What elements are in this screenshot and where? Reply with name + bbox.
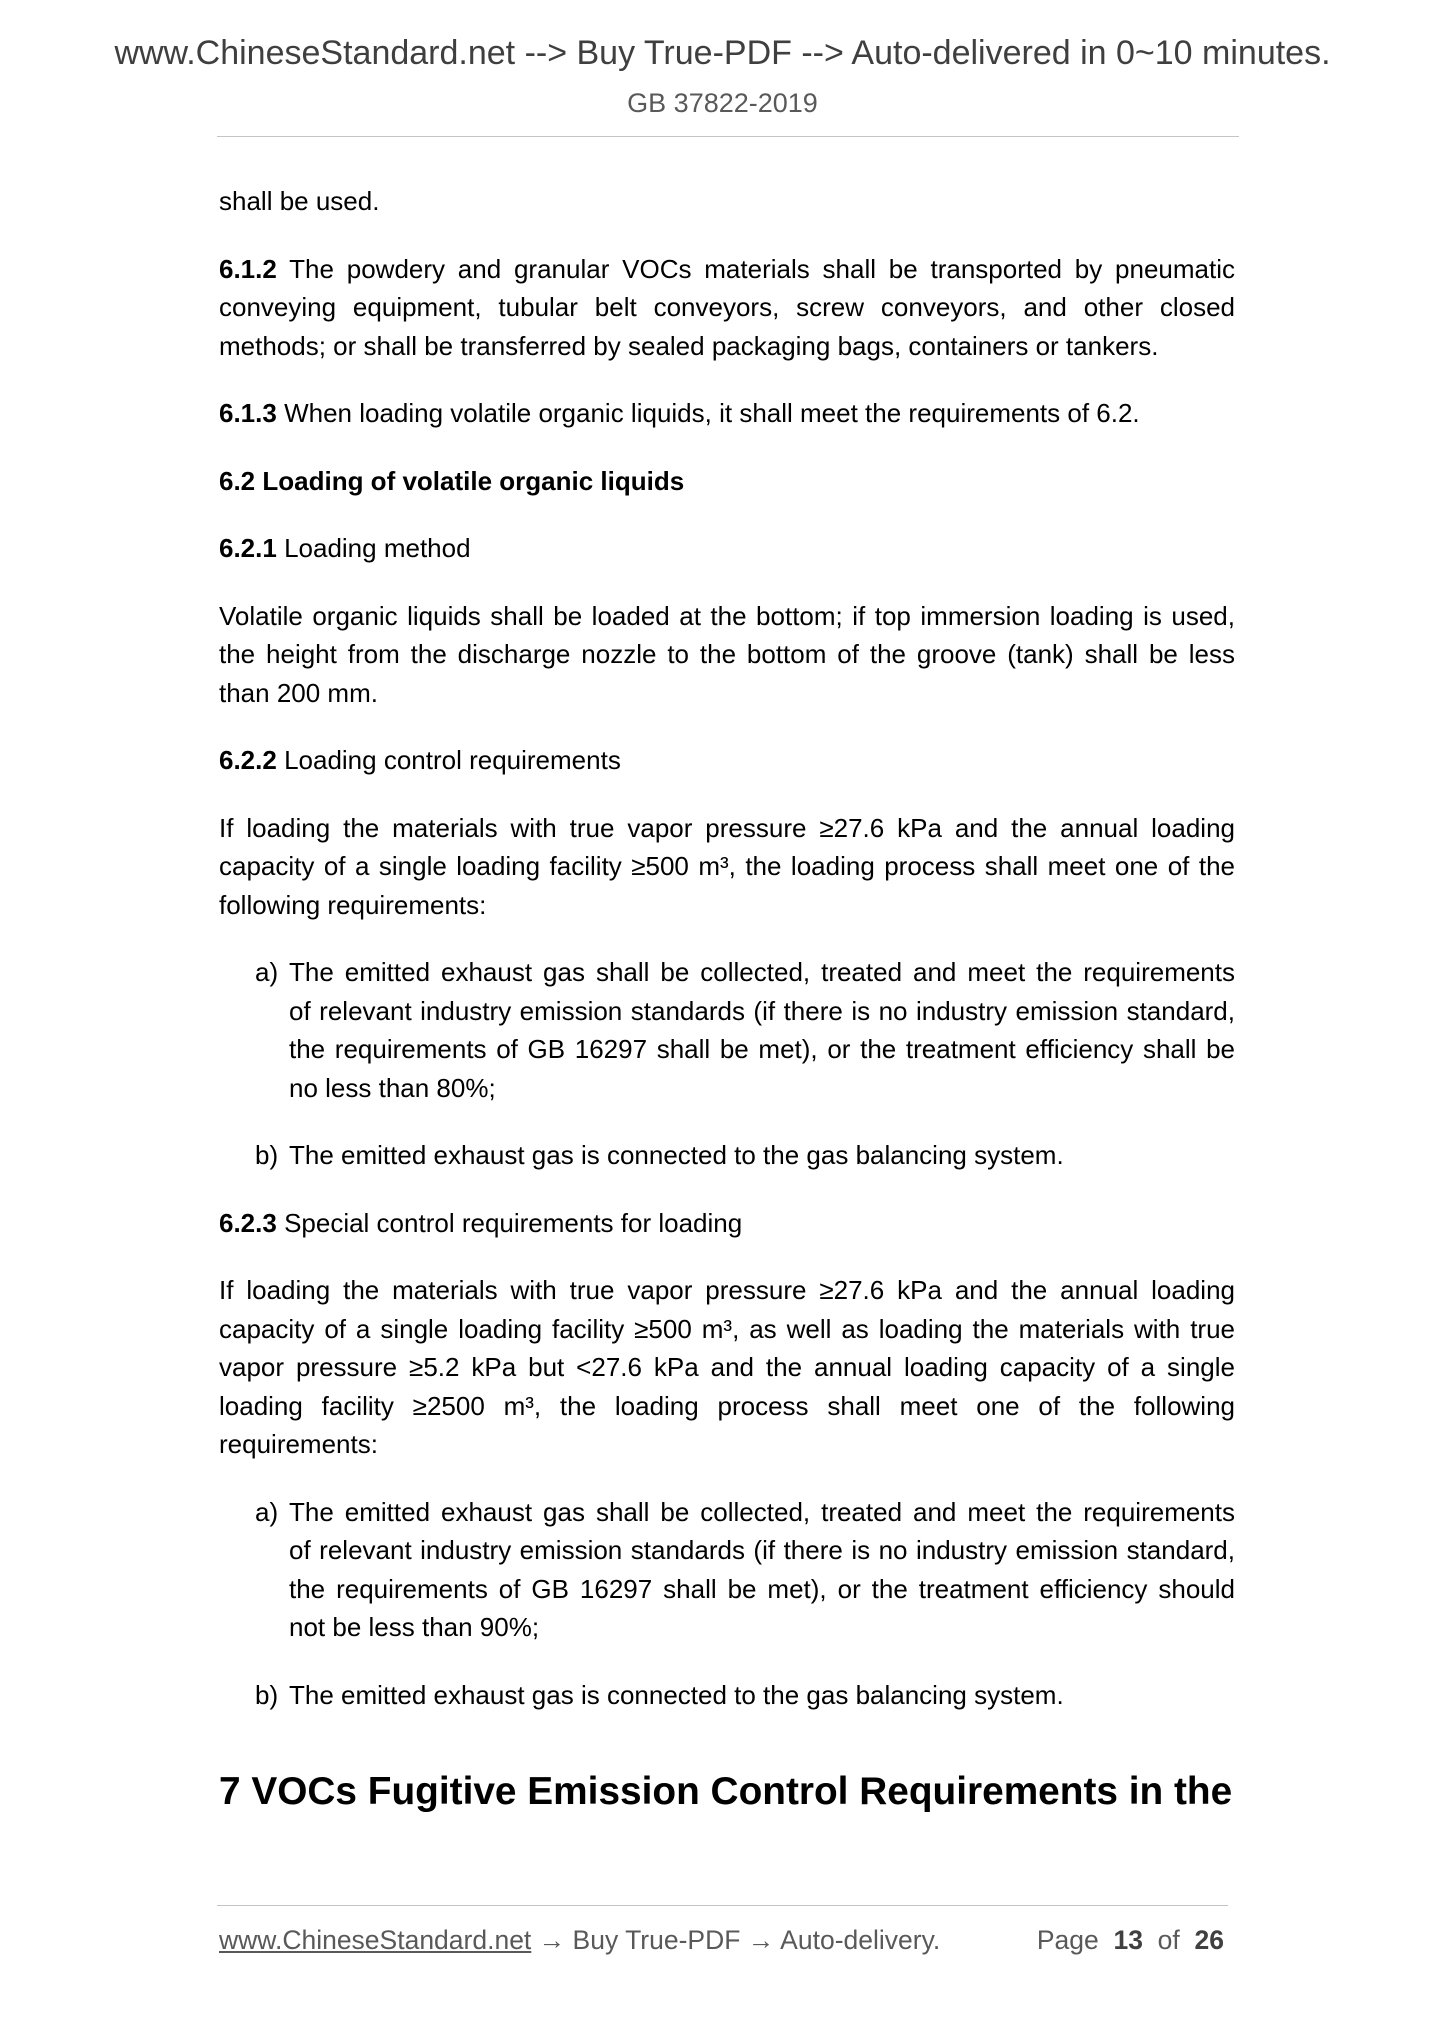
text-line: If loading the materials with true vapor pressure ≥27.6 kPa and the annual loading (219, 1275, 1235, 1305)
header-divider (217, 136, 1239, 137)
text-line: of relevant industry emission standards (if there is no industry emission standard, (289, 1535, 1235, 1565)
list-label: a) (255, 1496, 279, 1527)
text-line (219, 250, 1235, 289)
text-span: The emitted exhaust gas shall be collected, treated and meet the requirements (289, 1496, 1235, 1527)
page-footer (219, 1922, 1224, 1958)
clause-6-2-2 (219, 741, 1235, 780)
footer-tagline: → Buy True-PDF → Auto-delivery. (538, 1925, 941, 1955)
list-item-a (219, 953, 1235, 1107)
text-line (219, 741, 1235, 780)
text-line: If loading the materials with true vapor pressure ≥27.6 kPa and the annual loading (219, 812, 1235, 843)
list-label: a) (255, 957, 279, 987)
site-link[interactable]: www.ChineseStandard.net (219, 1925, 532, 1955)
header-banner: www.ChineseStandard.net --> Buy True-PDF --> Auto-delivered in 0~10 minutes. (114, 34, 1331, 72)
clause-6-2-3 (219, 1204, 1235, 1243)
page-indicator (1037, 1922, 1224, 1958)
document-body (219, 182, 1235, 1815)
text-line: not be less than 90%; (289, 1612, 540, 1642)
footer-divider (217, 1905, 1228, 1906)
text-line: than 200 mm. (219, 677, 378, 708)
clause-6-2-1 (219, 529, 1235, 568)
list-label: b) (255, 1679, 279, 1710)
clause-number: 6.2.2 (219, 745, 277, 775)
text-span: The emitted exhaust gas is connected to the gas balancing system. (289, 1679, 1064, 1710)
of-word: of (1157, 1925, 1180, 1955)
section-heading-6-2 (219, 462, 1235, 501)
page-word: Page (1036, 1925, 1099, 1955)
standard-code: GB 37822-2019 (627, 88, 818, 118)
text-line: the requirements of GB 16297 shall be met), or the treatment efficiency shall be (289, 1034, 1235, 1064)
text-line: of relevant industry emission standards (if there is no industry emission standard, (289, 995, 1235, 1026)
text-line: the requirements of GB 16297 shall be met), or the treatment efficiency should (289, 1573, 1235, 1604)
section-heading: 6.2 Loading of volatile organic liquids (219, 465, 685, 496)
footer-left (219, 1922, 940, 1958)
list-item-a (219, 1493, 1235, 1647)
text-line: conveying equipment, tubular belt conveyors, screw conveyors, and other closed (219, 292, 1235, 322)
page-total: 26 (1194, 1925, 1224, 1955)
list-item-b (219, 1676, 1235, 1715)
text-line (219, 394, 1235, 433)
text-line (255, 1136, 1235, 1175)
text-line (255, 953, 1235, 992)
text-span: The powdery and granular VOCs materials shall be transported by pneumatic (289, 253, 1236, 284)
text-span: When loading volatile organic liquids, it shall meet the requirements of 6.2. (284, 398, 1140, 428)
clause-number: 6.1.2 (219, 253, 277, 284)
clause-number: 6.2.1 (219, 533, 277, 563)
list-label: b) (255, 1140, 279, 1170)
list-item-b (219, 1136, 1235, 1175)
clause-6-1-3 (219, 394, 1235, 433)
chapter-heading: 7 VOCs Fugitive Emission Control Requirements in the (219, 1770, 1233, 1813)
text-line (219, 529, 1235, 568)
clause-6-1-2 (219, 250, 1235, 366)
text-line: the height from the discharge nozzle to the bottom of the groove (tank) shall be less (219, 639, 1235, 669)
text-span: Loading method (284, 533, 471, 563)
text-line: capacity of a single loading facility ≥500 m³, the loading process shall meet one of the (219, 851, 1235, 881)
text-line: methods; or shall be transferred by sealed packaging bags, containers or tankers. (219, 330, 1159, 361)
page-number: 13 (1113, 1925, 1143, 1955)
text-line (255, 1493, 1235, 1532)
text-line: no less than 80%; (289, 1072, 496, 1103)
paragraph (219, 1271, 1235, 1464)
clause-number: 6.1.3 (219, 398, 277, 428)
text-line: loading facility ≥2500 m³, the loading process shall meet one of the following (219, 1390, 1235, 1421)
paragraph (219, 809, 1235, 925)
paragraph (219, 597, 1235, 713)
text-span: The emitted exhaust gas is connected to the gas balancing system. (289, 1140, 1064, 1170)
text-line: Volatile organic liquids shall be loaded at the bottom; if top immersion loading is used, (219, 600, 1235, 631)
text-span: Loading control requirements (284, 745, 621, 775)
text-span: The emitted exhaust gas shall be collected, treated and meet the requirements (289, 957, 1235, 987)
text-span: Special control requirements for loading (284, 1207, 743, 1238)
text-line: capacity of a single loading facility ≥500 m³, as well as loading the materials with true (219, 1313, 1235, 1344)
text-line: following requirements: (219, 889, 487, 920)
text-line (219, 1204, 1235, 1243)
paragraph (219, 182, 1235, 221)
clause-number: 6.2.3 (219, 1207, 277, 1238)
text-line: requirements: (219, 1429, 378, 1459)
text-line (255, 1676, 1235, 1715)
text-line: shall be used. (219, 186, 380, 216)
text-line: vapor pressure ≥5.2 kPa but <27.6 kPa and the annual loading capacity of a single (219, 1352, 1235, 1382)
